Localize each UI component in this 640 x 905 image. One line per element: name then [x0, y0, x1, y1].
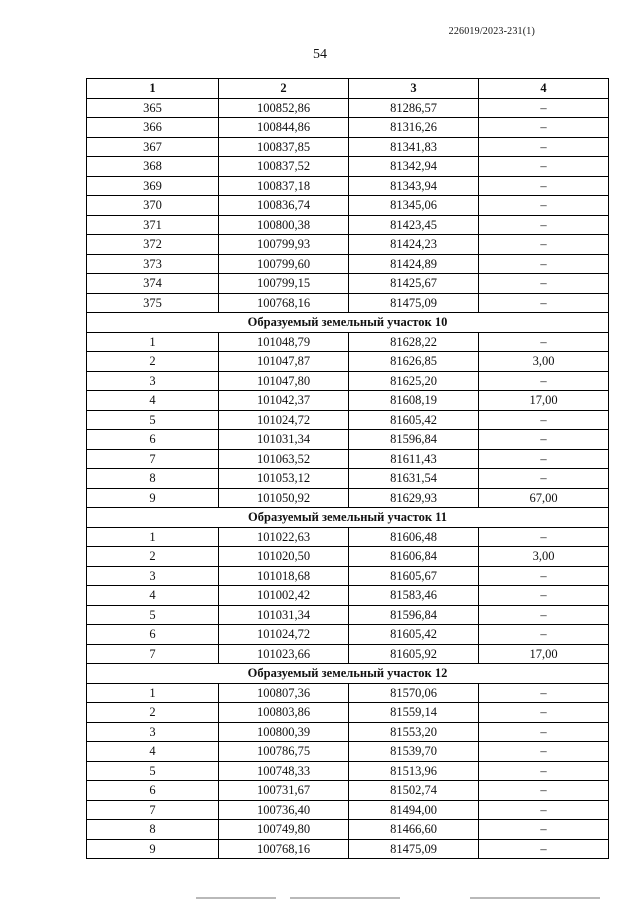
section-row: [87, 313, 609, 333]
x-coordinate-cell: 100799,15: [219, 274, 349, 294]
value-cell: –: [479, 820, 609, 840]
table-row: [87, 352, 609, 372]
value-cell: 67,00: [479, 488, 609, 508]
x-coordinate-cell: 100768,16: [219, 839, 349, 859]
value-cell: –: [479, 625, 609, 645]
point-number-cell: 2: [87, 703, 219, 723]
table-row: [87, 137, 609, 157]
table-row: [87, 839, 609, 859]
section-row: [87, 664, 609, 684]
table-row: [87, 332, 609, 352]
point-number-cell: 6: [87, 430, 219, 450]
point-number-cell: 3: [87, 722, 219, 742]
page-number: 54: [313, 47, 327, 62]
table-row: [87, 547, 609, 567]
column-header-3: 3: [349, 79, 479, 99]
table-row: [87, 274, 609, 294]
value-cell: –: [479, 703, 609, 723]
point-number-cell: 8: [87, 469, 219, 489]
y-coordinate-cell: 81475,09: [349, 839, 479, 859]
point-number-cell: 370: [87, 196, 219, 216]
y-coordinate-cell: 81539,70: [349, 742, 479, 762]
column-header-2: 2: [219, 79, 349, 99]
x-coordinate-cell: 100786,75: [219, 742, 349, 762]
point-number-cell: 365: [87, 98, 219, 118]
y-coordinate-cell: 81502,74: [349, 781, 479, 801]
table-row: [87, 683, 609, 703]
document-number: 226019/2023-231(1): [448, 26, 535, 37]
value-cell: –: [479, 293, 609, 313]
y-coordinate-cell: 81596,84: [349, 430, 479, 450]
value-cell: –: [479, 449, 609, 469]
point-number-cell: 2: [87, 547, 219, 567]
y-coordinate-cell: 81611,43: [349, 449, 479, 469]
y-coordinate-cell: 81559,14: [349, 703, 479, 723]
table-body: [87, 98, 609, 859]
point-number-cell: 1: [87, 332, 219, 352]
y-coordinate-cell: 81513,96: [349, 761, 479, 781]
table-row: [87, 742, 609, 762]
x-coordinate-cell: 101047,80: [219, 371, 349, 391]
table-row: [87, 586, 609, 606]
x-coordinate-cell: 100749,80: [219, 820, 349, 840]
table-row: [87, 196, 609, 216]
column-header-4: 4: [479, 79, 609, 99]
table-row: [87, 235, 609, 255]
point-number-cell: 6: [87, 625, 219, 645]
value-cell: –: [479, 586, 609, 606]
table-row: [87, 371, 609, 391]
point-number-cell: 2: [87, 352, 219, 372]
x-coordinate-cell: 100736,40: [219, 800, 349, 820]
table-row: [87, 644, 609, 664]
value-cell: –: [479, 196, 609, 216]
coordinates-table: [86, 78, 609, 859]
y-coordinate-cell: 81626,85: [349, 352, 479, 372]
x-coordinate-cell: 100768,16: [219, 293, 349, 313]
value-cell: 3,00: [479, 547, 609, 567]
x-coordinate-cell: 100844,86: [219, 118, 349, 138]
y-coordinate-cell: 81341,83: [349, 137, 479, 157]
y-coordinate-cell: 81424,23: [349, 235, 479, 255]
x-coordinate-cell: 101031,34: [219, 605, 349, 625]
point-number-cell: 375: [87, 293, 219, 313]
x-coordinate-cell: 101053,12: [219, 469, 349, 489]
point-number-cell: 9: [87, 839, 219, 859]
y-coordinate-cell: 81475,09: [349, 293, 479, 313]
table-row: [87, 254, 609, 274]
scan-artifact-line: [290, 897, 400, 899]
value-cell: –: [479, 800, 609, 820]
x-coordinate-cell: 101048,79: [219, 332, 349, 352]
y-coordinate-cell: 81596,84: [349, 605, 479, 625]
section-row: [87, 508, 609, 528]
table-row: [87, 722, 609, 742]
point-number-cell: 367: [87, 137, 219, 157]
table-row: [87, 605, 609, 625]
point-number-cell: 368: [87, 157, 219, 177]
table-row: [87, 703, 609, 723]
point-number-cell: 371: [87, 215, 219, 235]
point-number-cell: 3: [87, 566, 219, 586]
y-coordinate-cell: 81424,89: [349, 254, 479, 274]
x-coordinate-cell: 100731,67: [219, 781, 349, 801]
value-cell: –: [479, 430, 609, 450]
point-number-cell: 3: [87, 371, 219, 391]
x-coordinate-cell: 101047,87: [219, 352, 349, 372]
x-coordinate-cell: 100837,52: [219, 157, 349, 177]
y-coordinate-cell: 81631,54: [349, 469, 479, 489]
scan-artifact-line: [196, 897, 276, 899]
table-row: [87, 98, 609, 118]
table-row: [87, 820, 609, 840]
point-number-cell: 1: [87, 683, 219, 703]
point-number-cell: 5: [87, 410, 219, 430]
x-coordinate-cell: 100800,38: [219, 215, 349, 235]
value-cell: –: [479, 371, 609, 391]
x-coordinate-cell: 101023,66: [219, 644, 349, 664]
value-cell: –: [479, 332, 609, 352]
value-cell: –: [479, 566, 609, 586]
y-coordinate-cell: 81625,20: [349, 371, 479, 391]
y-coordinate-cell: 81629,93: [349, 488, 479, 508]
table-row: [87, 800, 609, 820]
y-coordinate-cell: 81628,22: [349, 332, 479, 352]
y-coordinate-cell: 81345,06: [349, 196, 479, 216]
table-row: [87, 781, 609, 801]
y-coordinate-cell: 81605,92: [349, 644, 479, 664]
value-cell: –: [479, 254, 609, 274]
value-cell: –: [479, 176, 609, 196]
table-row: [87, 293, 609, 313]
table-row: [87, 761, 609, 781]
y-coordinate-cell: 81605,42: [349, 410, 479, 430]
y-coordinate-cell: 81606,84: [349, 547, 479, 567]
value-cell: –: [479, 742, 609, 762]
x-coordinate-cell: 100800,39: [219, 722, 349, 742]
x-coordinate-cell: 100852,86: [219, 98, 349, 118]
value-cell: –: [479, 274, 609, 294]
x-coordinate-cell: 101002,42: [219, 586, 349, 606]
y-coordinate-cell: 81316,26: [349, 118, 479, 138]
x-coordinate-cell: 101018,68: [219, 566, 349, 586]
table-row: [87, 410, 609, 430]
section-title: Образуемый земельный участок 10: [87, 313, 609, 333]
value-cell: –: [479, 527, 609, 547]
x-coordinate-cell: 100799,93: [219, 235, 349, 255]
point-number-cell: 9: [87, 488, 219, 508]
table-row: [87, 430, 609, 450]
point-number-cell: 1: [87, 527, 219, 547]
point-number-cell: 5: [87, 605, 219, 625]
x-coordinate-cell: 100837,18: [219, 176, 349, 196]
point-number-cell: 7: [87, 449, 219, 469]
table-row: [87, 527, 609, 547]
y-coordinate-cell: 81583,46: [349, 586, 479, 606]
y-coordinate-cell: 81286,57: [349, 98, 479, 118]
value-cell: –: [479, 118, 609, 138]
table-row: [87, 469, 609, 489]
x-coordinate-cell: 101022,63: [219, 527, 349, 547]
value-cell: –: [479, 157, 609, 177]
point-number-cell: 4: [87, 586, 219, 606]
value-cell: –: [479, 469, 609, 489]
point-number-cell: 8: [87, 820, 219, 840]
x-coordinate-cell: 101024,72: [219, 625, 349, 645]
value-cell: –: [479, 410, 609, 430]
y-coordinate-cell: 81570,06: [349, 683, 479, 703]
y-coordinate-cell: 81425,67: [349, 274, 479, 294]
x-coordinate-cell: 101063,52: [219, 449, 349, 469]
value-cell: 3,00: [479, 352, 609, 372]
table-row: [87, 157, 609, 177]
x-coordinate-cell: 101031,34: [219, 430, 349, 450]
value-cell: –: [479, 137, 609, 157]
value-cell: –: [479, 683, 609, 703]
table-header: [87, 79, 609, 99]
point-number-cell: 4: [87, 391, 219, 411]
column-header-1: 1: [87, 79, 219, 99]
y-coordinate-cell: 81343,94: [349, 176, 479, 196]
table-row: [87, 118, 609, 138]
y-coordinate-cell: 81494,00: [349, 800, 479, 820]
value-cell: 17,00: [479, 644, 609, 664]
x-coordinate-cell: 100807,36: [219, 683, 349, 703]
table-row: [87, 176, 609, 196]
point-number-cell: 4: [87, 742, 219, 762]
table-row: [87, 566, 609, 586]
point-number-cell: 366: [87, 118, 219, 138]
y-coordinate-cell: 81553,20: [349, 722, 479, 742]
value-cell: –: [479, 722, 609, 742]
x-coordinate-cell: 100748,33: [219, 761, 349, 781]
point-number-cell: 374: [87, 274, 219, 294]
x-coordinate-cell: 101024,72: [219, 410, 349, 430]
x-coordinate-cell: 100803,86: [219, 703, 349, 723]
y-coordinate-cell: 81606,48: [349, 527, 479, 547]
section-title: Образуемый земельный участок 12: [87, 664, 609, 684]
table-row: [87, 449, 609, 469]
x-coordinate-cell: 100837,85: [219, 137, 349, 157]
x-coordinate-cell: 101020,50: [219, 547, 349, 567]
table-row: [87, 391, 609, 411]
point-number-cell: 7: [87, 644, 219, 664]
x-coordinate-cell: 101042,37: [219, 391, 349, 411]
x-coordinate-cell: 101050,92: [219, 488, 349, 508]
value-cell: –: [479, 235, 609, 255]
y-coordinate-cell: 81608,19: [349, 391, 479, 411]
table-row: [87, 488, 609, 508]
table-row: [87, 215, 609, 235]
y-coordinate-cell: 81605,42: [349, 625, 479, 645]
header-row: [87, 79, 609, 99]
scan-artifact-line: [470, 897, 600, 899]
value-cell: –: [479, 761, 609, 781]
value-cell: 17,00: [479, 391, 609, 411]
value-cell: –: [479, 839, 609, 859]
point-number-cell: 6: [87, 781, 219, 801]
point-number-cell: 372: [87, 235, 219, 255]
y-coordinate-cell: 81342,94: [349, 157, 479, 177]
y-coordinate-cell: 81466,60: [349, 820, 479, 840]
point-number-cell: 369: [87, 176, 219, 196]
y-coordinate-cell: 81423,45: [349, 215, 479, 235]
x-coordinate-cell: 100799,60: [219, 254, 349, 274]
table-row: [87, 625, 609, 645]
value-cell: –: [479, 781, 609, 801]
point-number-cell: 5: [87, 761, 219, 781]
value-cell: –: [479, 605, 609, 625]
value-cell: –: [479, 98, 609, 118]
y-coordinate-cell: 81605,67: [349, 566, 479, 586]
value-cell: –: [479, 215, 609, 235]
x-coordinate-cell: 100836,74: [219, 196, 349, 216]
point-number-cell: 7: [87, 800, 219, 820]
point-number-cell: 373: [87, 254, 219, 274]
section-title: Образуемый земельный участок 11: [87, 508, 609, 528]
